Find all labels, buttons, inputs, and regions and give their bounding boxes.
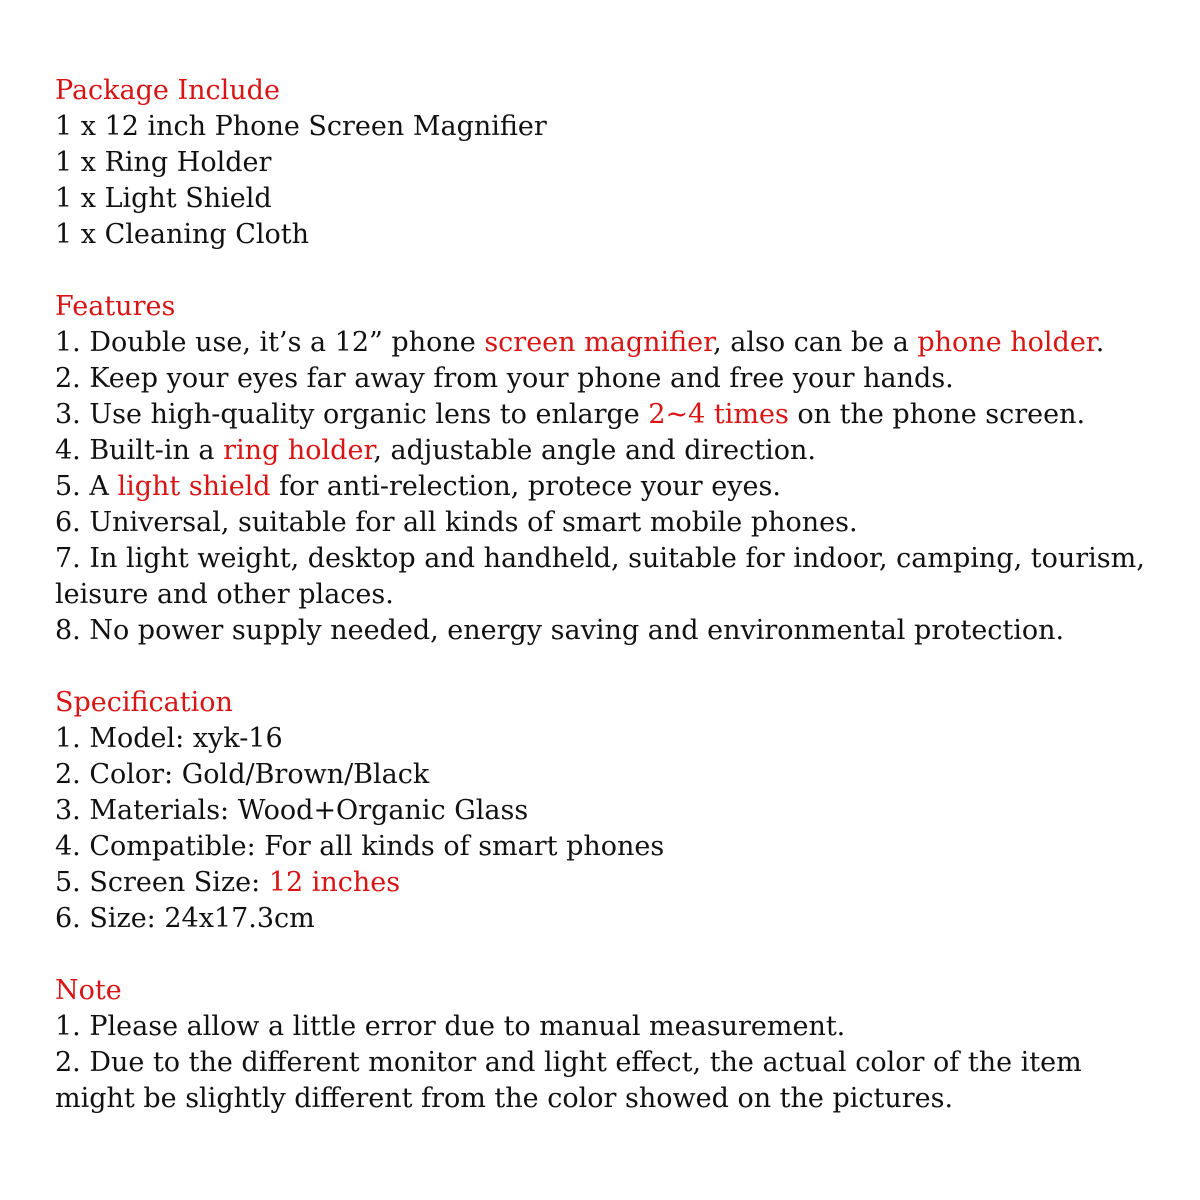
feature-highlight: ring holder — [223, 435, 374, 466]
feature-text: , adjustable angle and direction. — [373, 435, 816, 466]
package-item: 1 x Ring Holder — [55, 147, 272, 178]
note-section — [55, 973, 1165, 1117]
feature-text: on the phone screen. — [788, 399, 1086, 430]
package-item: 1 x 12 inch Phone Screen Magnifier — [55, 111, 547, 142]
feature-highlight: 2~4 times — [648, 399, 789, 430]
feature-item — [55, 469, 1165, 505]
spec-item: 1. Model: xyk-16 — [55, 723, 283, 754]
package-item: 1 x Cleaning Cloth — [55, 219, 310, 250]
feature-highlight: phone holder — [917, 327, 1096, 358]
note-heading: Note — [55, 975, 122, 1006]
note-item: 2. Due to the different monitor and light effect, the actual color of the item might be slightly different from the color showed on the pictures. — [55, 1047, 1082, 1114]
feature-highlight: light shield — [117, 471, 271, 502]
package-heading: Package Include — [55, 75, 280, 106]
feature-item — [55, 433, 1165, 469]
spec-highlight: 12 inches — [268, 867, 401, 898]
feature-text: 4. Built-in a — [55, 435, 224, 466]
features-section — [55, 289, 1165, 649]
feature-highlight: screen magnifier — [484, 327, 714, 358]
specification-section — [55, 685, 1165, 937]
package-section — [55, 73, 1165, 253]
feature-item: 2. Keep your eyes far away from your phone and free your hands. — [55, 363, 954, 394]
product-description — [55, 73, 1165, 1117]
feature-item: 6. Universal, suitable for all kinds of smart mobile phones. — [55, 507, 858, 538]
spec-item: 6. Size: 24x17.3cm — [55, 903, 315, 934]
feature-text: 1. Double use, it’s a 12” phone — [55, 327, 485, 358]
features-heading: Features — [55, 291, 176, 322]
spec-item — [55, 865, 1165, 901]
feature-text: . — [1095, 327, 1105, 358]
spec-item: 2. Color: Gold/Brown/Black — [55, 759, 430, 790]
feature-item — [55, 325, 1165, 361]
package-item: 1 x Light Shield — [55, 183, 272, 214]
feature-text: 3. Use high-quality organic lens to enlarge — [55, 399, 649, 430]
feature-item — [55, 397, 1165, 433]
spec-text: 5. Screen Size: — [55, 867, 269, 898]
feature-item: 8. No power supply needed, energy saving and environmental protection. — [55, 615, 1065, 646]
feature-text: for anti-relection, protece your eyes. — [270, 471, 781, 502]
spec-item: 4. Compatible: For all kinds of smart phones — [55, 831, 665, 862]
spec-item: 3. Materials: Wood+Organic Glass — [55, 795, 529, 826]
feature-item: 7. In light weight, desktop and handheld, suitable for indoor, camping, tourism, leisure and other places. — [55, 543, 1145, 610]
specification-heading: Specification — [55, 687, 233, 718]
note-item: 1. Please allow a little error due to manual measurement. — [55, 1011, 846, 1042]
feature-text: , also can be a — [713, 327, 918, 358]
feature-text: 5. A — [55, 471, 118, 502]
